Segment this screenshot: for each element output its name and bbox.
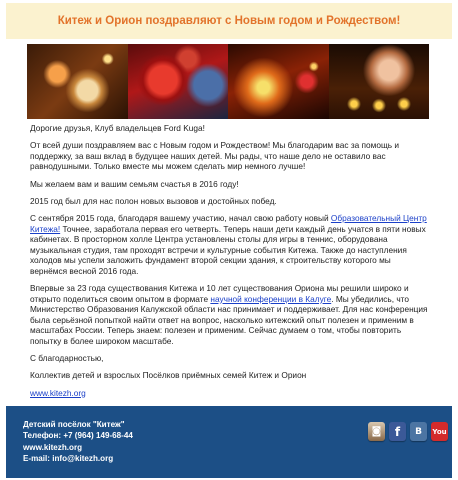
greeting: Дорогие друзья, Клуб владельцев Ford Kuga! [30,123,205,133]
paragraph-year: 2015 год был для нас полон новых вызовов и достойных побед. [30,195,277,206]
footer-phone: Телефон: +7 (964) 149-68-44 [23,431,133,441]
photo-ornament-icon [27,44,128,119]
education-center-link[interactable]: Образовательный Центр Китежа! [30,212,427,234]
header-title: Китеж и Орион поздравляют с Новым годом и Рождеством! [57,15,401,27]
paragraph-thanks: От всей души поздравляем вас с Новым годом и Рождеством! Мы благодарим вас за помощь и поддержку, за ваш вклад в будущее наших детей. Мы рады, что наше дело не оставило вас равнодушными. Только вместе мы можем сделать мир немного лучше! [30,140,400,172]
youtube-icon[interactable]: You [431,422,448,441]
social-icons [368,417,448,441]
kitezh-site-link[interactable]: www.kitezh.org [30,387,86,398]
paragraph-conference [30,283,430,347]
paragraph-center [30,213,430,277]
footer-org-name: Детский посёлок "Китеж" [23,420,125,429]
instagram-icon[interactable]: ◙ [368,422,385,441]
facebook-icon[interactable]: f [389,422,406,441]
footer-contacts [23,419,133,465]
photo-strip [27,44,429,119]
signature: Коллектив детей и взрослых Посёлков приёмных семей Китеж и Орион [30,370,307,381]
letter-body [30,123,430,422]
paragraph-center-text-b: Точнее, заработала первая его четверть. Теперь наши дети каждый день учатся в пяти новых кабинетах. В просторном холле Центра установлены столы для игры в теннис, оборудована музыкальная студия, там проходят встречи и культурные события Китежа. Также до наступления холодов мы успели заложить фундамент второй секции здания, к строительству которого мы вернёмся весной 2016 года. [30,223,426,276]
header-banner [6,3,452,39]
photo-child-icon [128,44,229,119]
link-row-kitezh [30,388,430,399]
photo-sparkler-icon [228,44,329,119]
photo-candles-icon [329,44,430,119]
footer [6,406,452,478]
paragraph-center-text-a: С сентября 2015 года, благодаря вашему участию, начал свою работу новый [30,212,331,223]
footer-email[interactable]: E-mail: info@kitezh.org [23,454,114,464]
paragraph-conference-text-b: . Мы убедились, что Министерство Образования Калужской области нас принимает и поддерживает. Для нас конференция была серьёзной попыткой найти ответ на вопрос, насколько китежский опыт полезен и применим в масштабах России. Теперь знаем: полезен и применим. Сейчас думаем о том, чтобы повторить попытку в более широком масштабе. [30,293,428,347]
footer-website[interactable]: www.kitezh.org [23,442,83,452]
paragraph-wishes: Мы желаем вам и вашим семьям счастья в 2016 году! [30,178,239,189]
closing-thanks: С благодарностью, [30,353,104,364]
paragraph-conference-text-a: Впервые за 23 года существования Китежа и 10 лет существования Ориона мы решили широко и открыто поделиться своим опытом в формате [30,283,409,304]
vkontakte-icon[interactable]: B [410,422,427,441]
conference-link[interactable]: научной конференции в Калуге [210,293,332,304]
